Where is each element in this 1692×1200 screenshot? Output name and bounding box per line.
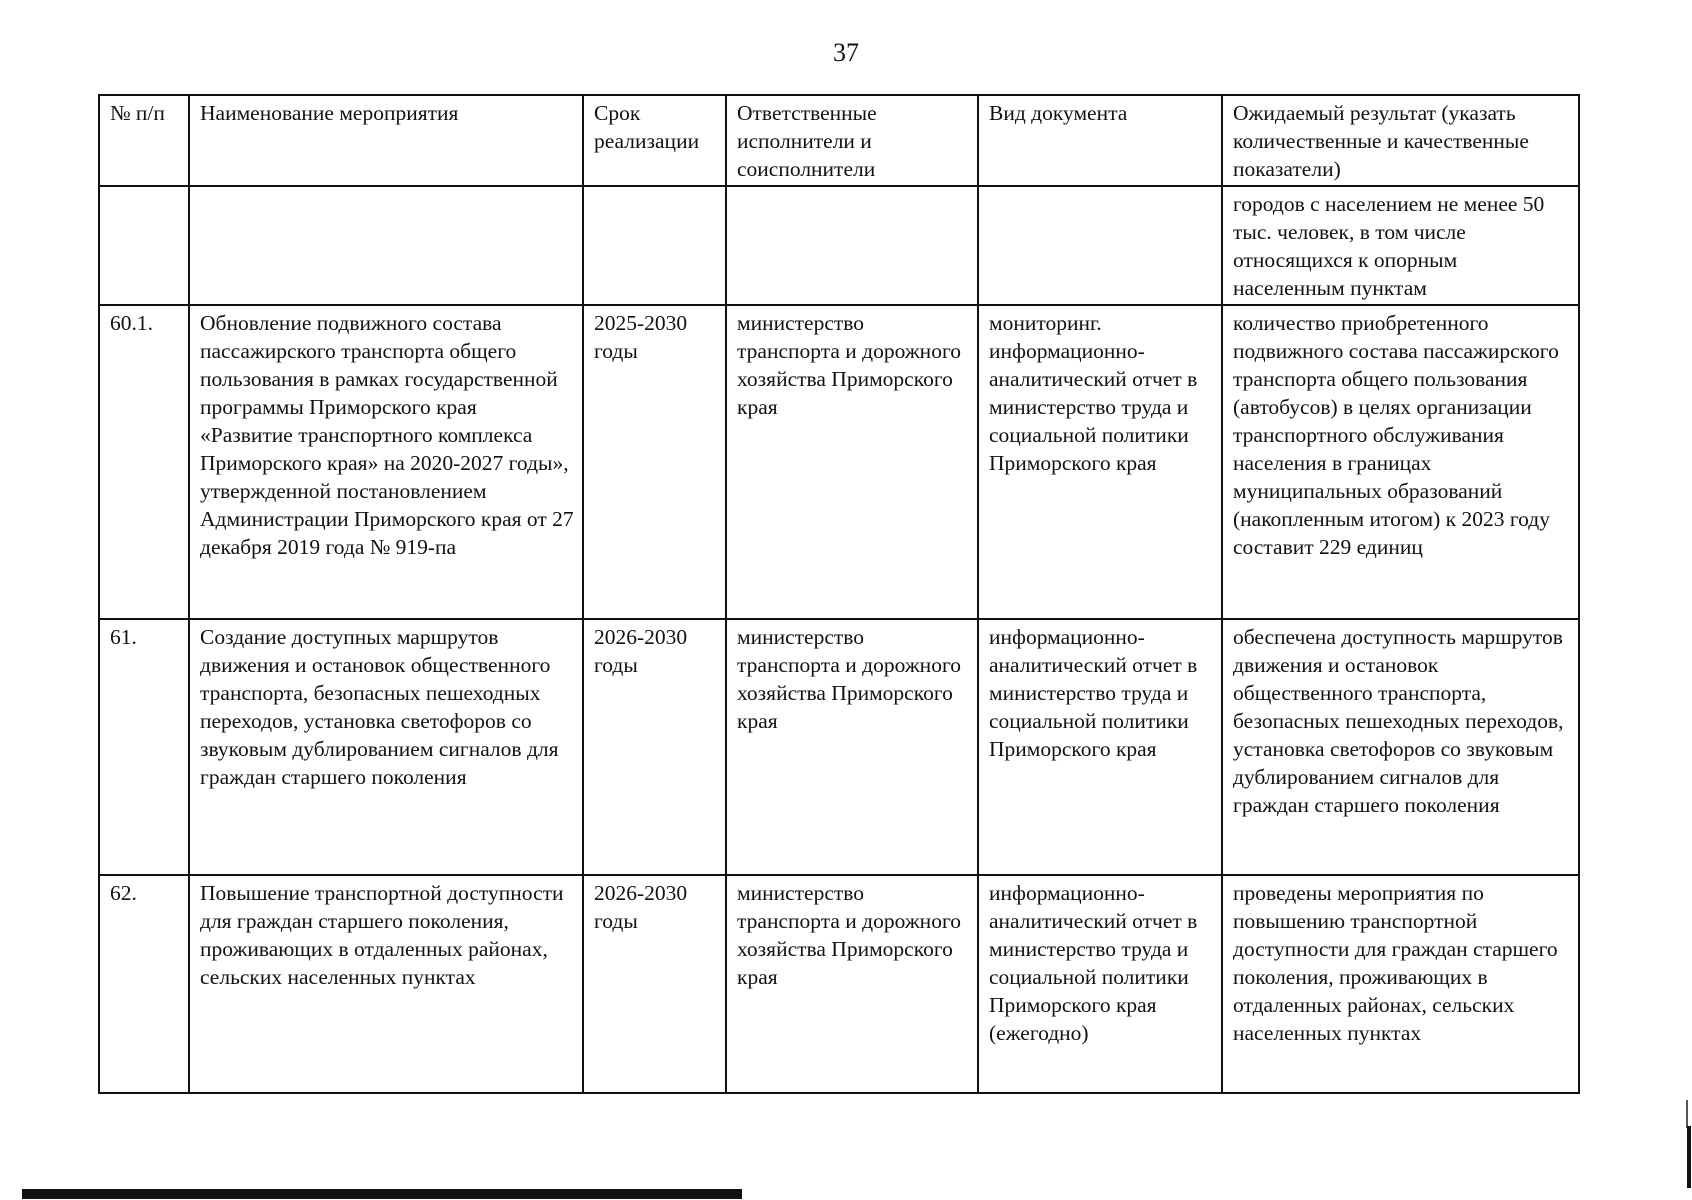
cell-number: 62. bbox=[99, 875, 189, 1093]
cell-measure-name: Повышение транспортной доступности для граждан старшего поколения, проживающих в отдаленных районах, сельских населенных пунктах bbox=[189, 875, 583, 1093]
cell-term bbox=[583, 186, 726, 305]
cell-measure-name bbox=[189, 186, 583, 305]
cell-measure-name: Обновление подвижного состава пассажирского транспорта общего пользования в рамках государственной программы Приморского края «Развитие транспортного комплекса Приморского края» на 2020-2027 годы», утвержденной постановлением Администрации Приморского края от 27 декабря 2019 года № 919-па bbox=[189, 305, 583, 619]
cell-document-type bbox=[978, 186, 1222, 305]
cell-document-type: информационно-аналитический отчет в министерство труда и социальной политики Приморского края bbox=[978, 619, 1222, 875]
table-row bbox=[99, 619, 1579, 875]
cell-number bbox=[99, 186, 189, 305]
margin-mark bbox=[1687, 1126, 1691, 1188]
cell-term: 2026-2030 годы bbox=[583, 875, 726, 1093]
cell-executors: министерство транспорта и дорожного хозяйства Приморского края bbox=[726, 875, 978, 1093]
header-number: № п/п bbox=[99, 95, 189, 186]
header-executors: Ответственные исполнители и соисполнители bbox=[726, 95, 978, 186]
table-row bbox=[99, 875, 1579, 1093]
table-header-row bbox=[99, 95, 1579, 186]
table-row bbox=[99, 186, 1579, 305]
cell-document-type: мониторинг. информационно-аналитический отчет в министерство труда и социальной политики Приморского края bbox=[978, 305, 1222, 619]
cell-number: 60.1. bbox=[99, 305, 189, 619]
cell-measure-name: Создание доступных маршрутов движения и остановок общественного транспорта, безопасных пешеходных переходов, установка светофоров со звуковым дублированием сигналов для граждан старшего поколения bbox=[189, 619, 583, 875]
cell-expected-result: проведены мероприятия по повышению транспортной доступности для граждан старшего поколения, проживающих в отдаленных районах, сельских населенных пунктах bbox=[1222, 875, 1579, 1093]
page-number: 37 bbox=[833, 38, 859, 67]
cell-executors: министерство транспорта и дорожного хозяйства Приморского края bbox=[726, 305, 978, 619]
cell-expected-result: городов с населением не менее 50 тыс. человек, в том числе относящихся к опорным населенным пунктам bbox=[1222, 186, 1579, 305]
header-term: Срок реализации bbox=[583, 95, 726, 186]
margin-mark bbox=[1686, 1100, 1688, 1128]
cell-document-type: информационно-аналитический отчет в министерство труда и социальной политики Приморского края (ежегодно) bbox=[978, 875, 1222, 1093]
bottom-rule bbox=[22, 1189, 742, 1199]
cell-expected-result: обеспечена доступность маршрутов движения и остановок общественного транспорта, безопасных пешеходных переходов, установка светофоров со звуковым дублированием сигналов для граждан старшего поколения bbox=[1222, 619, 1579, 875]
cell-expected-result: количество приобретенного подвижного состава пассажирского транспорта общего пользования (автобусов) в целях организации транспортного обслуживания населения в границах муниципальных образований (накопленным итогом) к 2023 году составит 229 единиц bbox=[1222, 305, 1579, 619]
cell-executors: министерство транспорта и дорожного хозяйства Приморского края bbox=[726, 619, 978, 875]
header-document-type: Вид документа bbox=[978, 95, 1222, 186]
measures-table bbox=[98, 94, 1580, 1094]
cell-executors bbox=[726, 186, 978, 305]
cell-number: 61. bbox=[99, 619, 189, 875]
table-row bbox=[99, 305, 1579, 619]
cell-term: 2026-2030 годы bbox=[583, 619, 726, 875]
cell-term: 2025-2030 годы bbox=[583, 305, 726, 619]
header-measure-name: Наименование мероприятия bbox=[189, 95, 583, 186]
header-expected-result: Ожидаемый результат (указать количественные и качественные показатели) bbox=[1222, 95, 1579, 186]
